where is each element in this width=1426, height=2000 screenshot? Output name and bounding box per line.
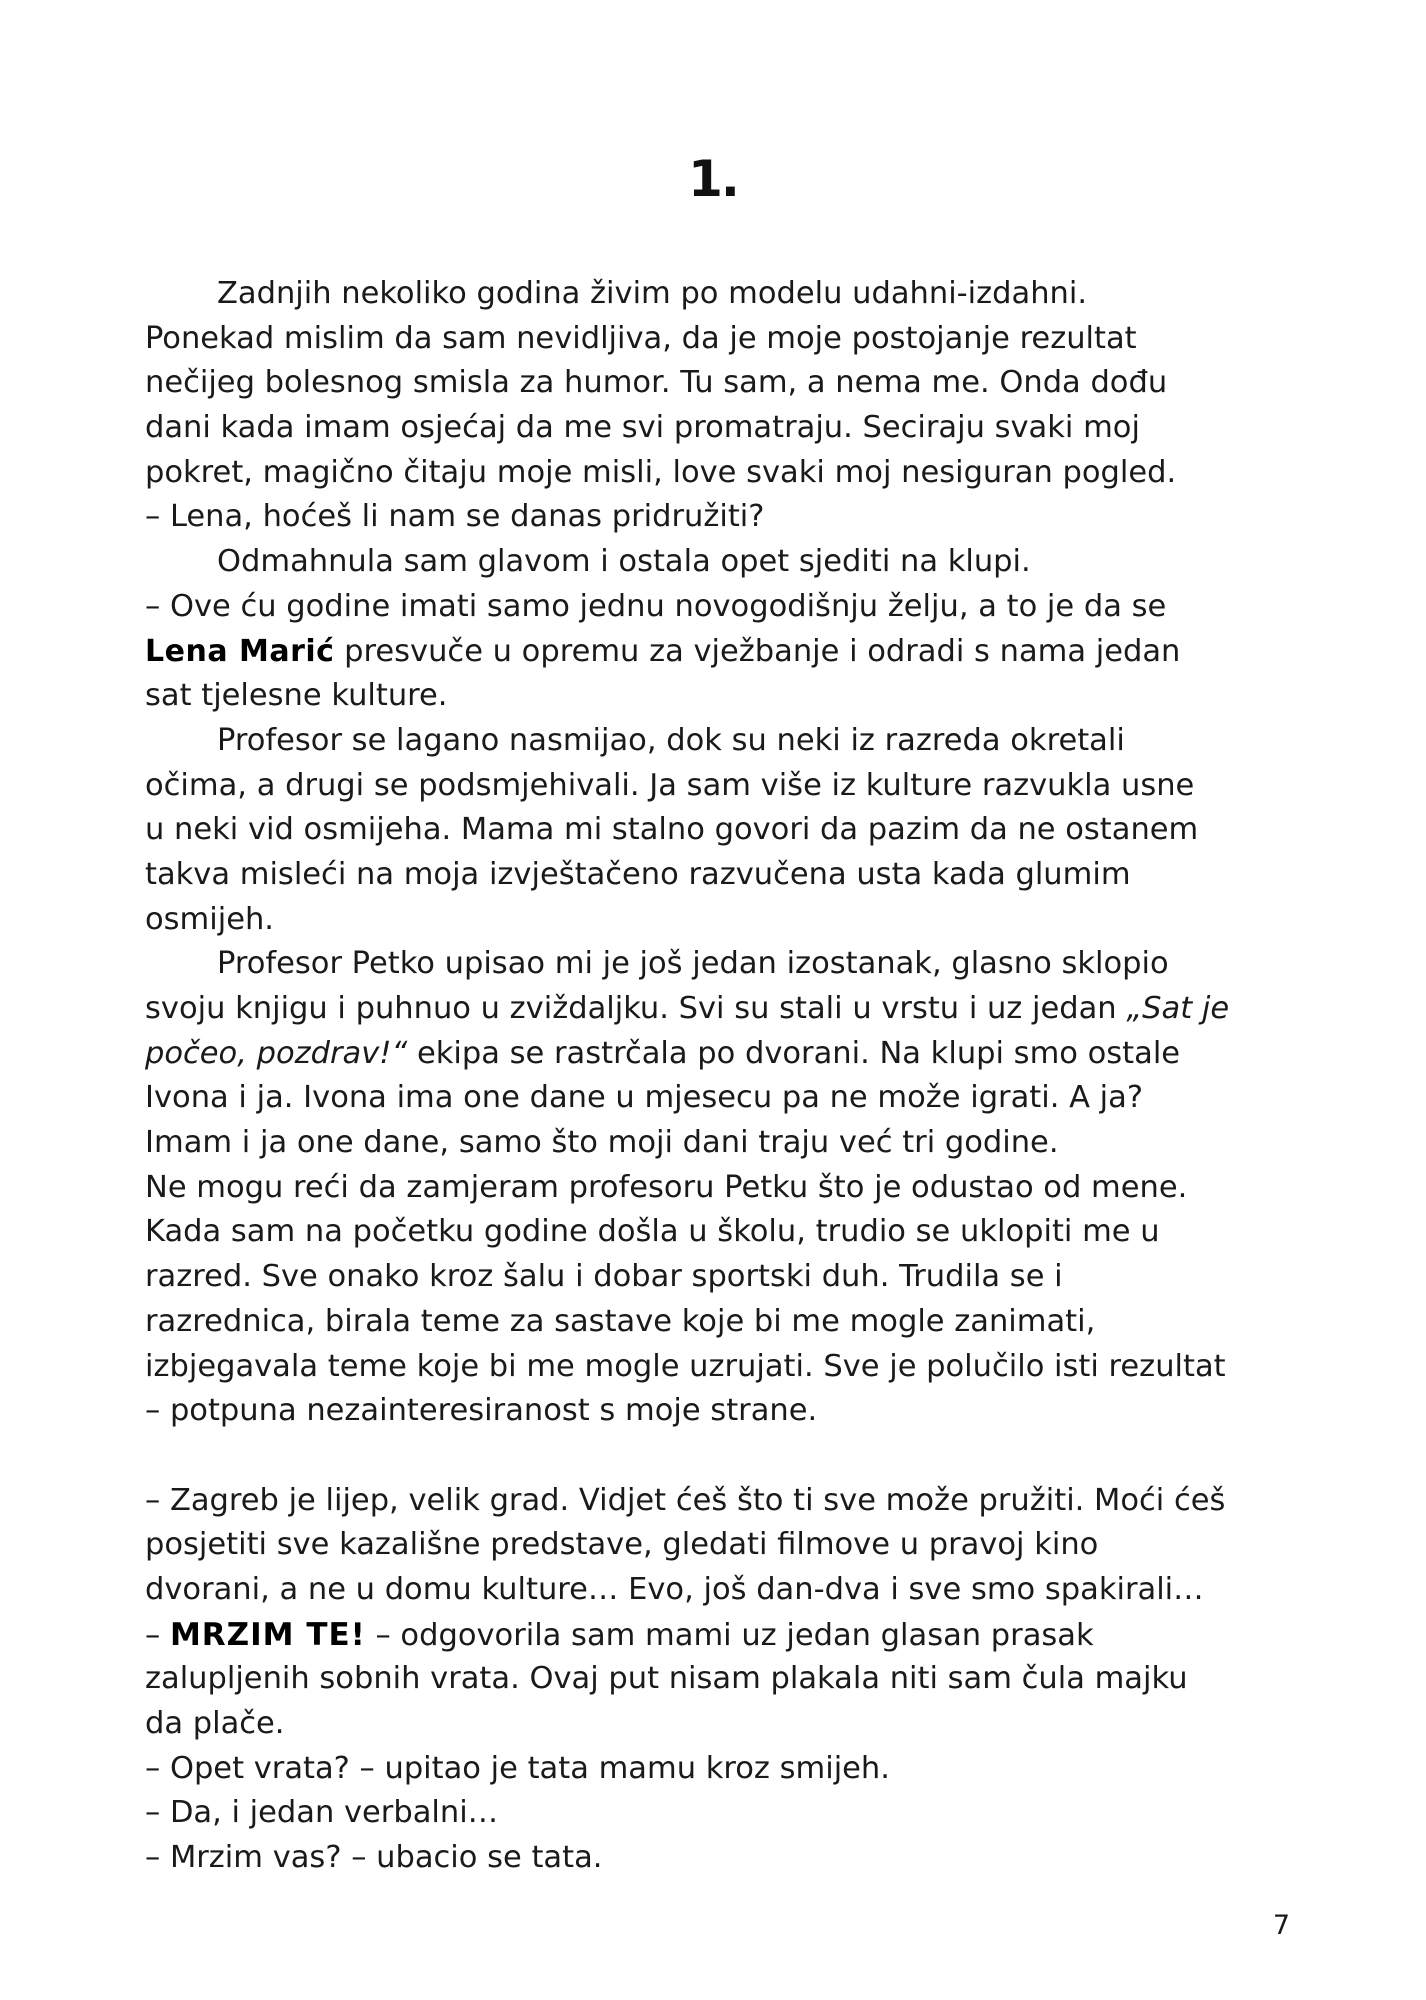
text-line: Ne mogu reći da zamjeram profesoru Petku što je odustao od mene. [145,1169,1188,1205]
text-fragment: presvuče u opremu za vježbanje i odradi s nama jedan [334,633,1181,669]
text-fragment: svoju knjigu i puhnuo u zviždaljku. Svi su stali u vrstu i uz jedan [145,991,1127,1026]
text-line: u neki vid osmijeha. Mama mi stalno govori da pazim da ne ostanem [145,812,1199,848]
text-line: osmijeh. [145,901,274,937]
dialogue-line: – Lena, hoćeš li nam se danas pridružiti? [145,499,765,535]
dialogue-line: – Zagreb je lijep, velik grad. Vidjet ćeš što ti sve može pružiti. Moći ćeš [145,1482,1226,1518]
text-line: dani kada imam osjećaj da me svi promatraju. Seciraju svaki moj [145,410,1140,446]
text-line: takva misleći na moja izvještačeno razvučena usta kada glumim [145,856,1131,892]
handwritten-shout: MRZIM TE! [169,1616,366,1653]
text-line: Odmahnula sam glavom i ostala opet sjediti na klupi. [217,544,1031,580]
text-line: – potpuna nezainteresiranost s moje strane. [145,1393,818,1429]
text-line: da plače. [145,1706,285,1741]
text-line: Profesor Petko upisao mi je još jedan izostanak, glasno sklopio [217,946,1169,982]
text-line: sat tjelesne kulture. [145,678,448,714]
text-line: Imam i ja one dane, samo što moji dani traju već tri godine. [145,1125,1059,1161]
text-line: nečijeg bolesnog smisla za humor. Tu sam, a nema me. Onda dođu [145,365,1168,401]
text-line [145,987,1305,1032]
text-line [145,630,1305,675]
text-fragment: ekipa se rastrčala po dvorani. Na klupi smo ostale [407,1035,1181,1071]
paragraph-gap [145,1434,1305,1479]
text-line: razred. Sve onako kroz šalu i dobar sportski duh. Trudila se i [145,1259,1063,1295]
text-line: Ponekad mislim da sam nevidljiva, da je moje postojanje rezultat [145,320,1137,356]
dialogue-line: – Ove ću godine imati samo jednu novogodišnju želju, a to je da se [145,588,1167,624]
text-line: očima, a drugi se podsmjehivali. Ja sam više iz kulture razvukla usne [145,767,1195,803]
body-text [145,272,1305,1881]
text-line: Ivona i ja. Ivona ima one dane u mjesecu pa ne može igrati. A ja? [145,1080,1144,1116]
text-fragment: – odgovorila sam mami uz jedan glasan prasak [365,1617,1094,1653]
text-line: izbjegavala teme koje bi me mogle uzrujati. Sve je polučilo isti rezultat [145,1348,1226,1384]
dialogue-line: – Mrzim vas? – ubacio se tata. [145,1840,603,1876]
italic-quote: „Sat je [1126,991,1230,1026]
text-line: zalupljenih sobnih vrata. Ovaj put nisam plakala niti sam čula majku [145,1661,1188,1697]
italic-quote: počeo, pozdrav!“ [145,1035,408,1071]
text-line [145,1032,1305,1077]
text-line: Profesor se lagano nasmijao, dok su neki iz razreda okretali [217,722,1125,758]
text-line: razrednica, birala teme za sastave koje bi me mogle zanimati, [145,1303,1096,1339]
text-line: Zadnjih nekoliko godina živim po modelu udahni-izdahni. [217,276,1088,311]
text-line: posjetiti sve kazališne predstave, gledati filmove u pravoj kino [145,1527,1099,1563]
text-fragment: – [145,1617,170,1653]
text-line: pokret, magično čitaju moje misli, love svaki moj nesiguran pogled. [145,454,1177,490]
dialogue-line: – Opet vrata? – upitao je tata mamu kroz smijeh. [145,1750,890,1786]
handwritten-name: Lena Marić [145,633,335,669]
dialogue-line [145,1613,1305,1658]
page-number: 7 [1272,1910,1290,1941]
chapter-title: 1. [688,150,738,208]
dialogue-line: – Da, i jedan verbalni… [145,1795,499,1831]
text-line: dvorani, a ne u domu kulture… Evo, još dan-dva i sve smo spakirali… [145,1571,1204,1607]
text-line: Kada sam na početku godine došla u školu, trudio se uklopiti me u [145,1214,1160,1250]
